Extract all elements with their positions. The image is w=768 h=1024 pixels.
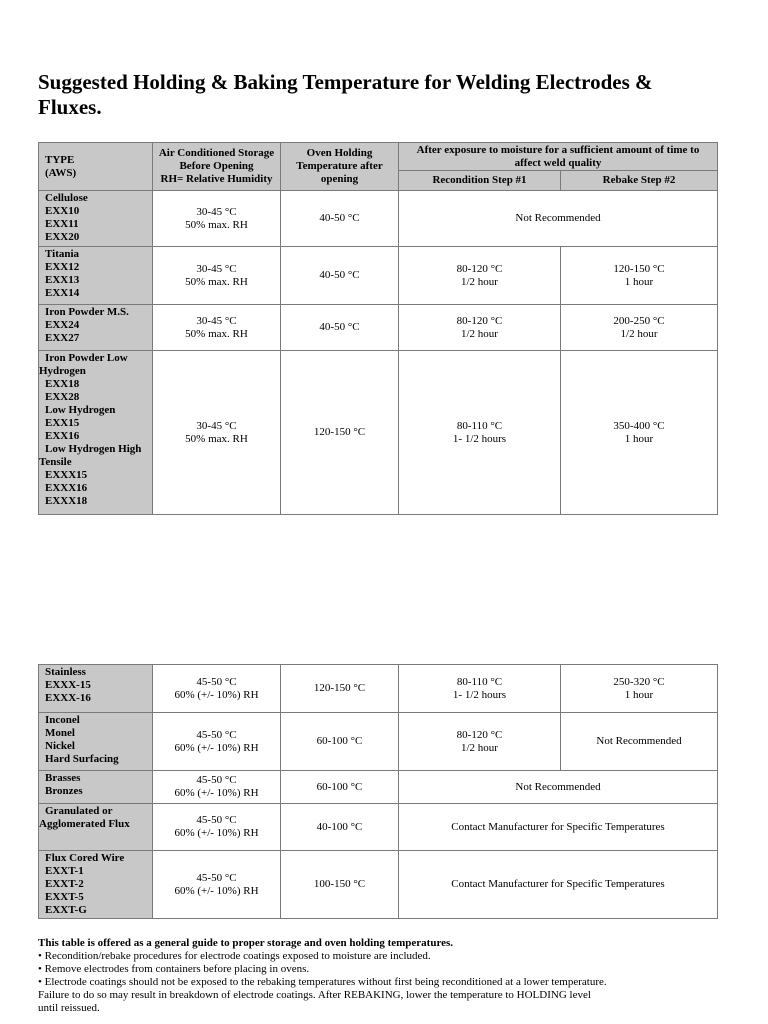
- cell-recondition-rebake: Contact Manufacturer for Specific Temperatures: [399, 804, 718, 851]
- header-exposure: [399, 143, 718, 171]
- document-title: [38, 70, 738, 120]
- table-row: [39, 851, 718, 919]
- recondition-line: 1/2 hour: [461, 741, 498, 754]
- type-line: EXX24: [45, 319, 80, 331]
- type-line: Low Hydrogen High: [45, 443, 142, 455]
- note-line: • Remove electrodes from containers before placing in ovens.: [38, 963, 310, 975]
- recondition-line: 1- 1/2 hours: [452, 432, 507, 445]
- header-storage-line: Before Opening: [179, 160, 254, 172]
- cell-type: [39, 771, 153, 804]
- title-line-2: Fluxes.: [38, 95, 102, 119]
- table-row: [39, 191, 718, 247]
- type-lines: [39, 851, 152, 918]
- table-row: [39, 247, 718, 305]
- type-lines: [39, 665, 152, 706]
- temperature-table-1: [38, 142, 718, 515]
- table-row: [39, 305, 718, 351]
- header-recondition: Recondition Step #1: [399, 171, 561, 191]
- cell-type: [39, 305, 153, 351]
- recondition-line: 80-120 °C: [456, 314, 503, 327]
- cell-recondition: [399, 305, 561, 351]
- type-line: Bronzes: [45, 785, 83, 797]
- type-line: Hard Surfacing: [45, 753, 119, 765]
- type-lines: [39, 191, 152, 245]
- type-line: EXX11: [45, 218, 79, 230]
- cell-type: [39, 665, 153, 713]
- type-line: EXXX18: [45, 495, 88, 507]
- recondition-line: 80-120 °C: [456, 262, 503, 275]
- cell-oven: 60-100 °C: [281, 771, 399, 804]
- recondition-line: 80-120 °C: [456, 728, 503, 741]
- storage-line: 45-50 °C: [196, 675, 237, 688]
- rebake-line: 1 hour: [624, 432, 654, 445]
- type-line: EXX20: [45, 231, 80, 243]
- table-row: [39, 804, 718, 851]
- cell-type: [39, 804, 153, 851]
- type-line: Monel: [45, 727, 75, 739]
- type-line: EXXT-1: [45, 865, 84, 877]
- cell-storage: [153, 851, 281, 919]
- header-type-line: (AWS): [45, 166, 77, 179]
- cell-storage: [153, 351, 281, 515]
- header-exposure-line: After exposure to moisture for a sufficient amount of time to: [416, 143, 700, 156]
- type-lines: [39, 713, 152, 767]
- recondition-line: 1/2 hour: [461, 275, 498, 288]
- cell-rebake: [561, 713, 718, 771]
- type-lines: [39, 351, 152, 509]
- type-line: Hydrogen: [39, 365, 86, 377]
- recondition-line: 80-110 °C: [456, 419, 503, 432]
- type-lines: [39, 771, 152, 799]
- cell-storage: [153, 191, 281, 247]
- cell-type: [39, 351, 153, 515]
- type-line: Brasses: [45, 772, 81, 784]
- storage-line: 45-50 °C: [196, 728, 237, 741]
- notes-heading: This table is offered as a general guide to proper storage and oven holding temperatures.: [38, 937, 454, 949]
- temperature-table-2: [38, 664, 718, 919]
- storage-line: 30-45 °C: [196, 314, 237, 327]
- type-line: EXXT-G: [45, 904, 87, 916]
- cell-recondition: [399, 351, 561, 515]
- header-exposure-line: affect weld quality: [514, 156, 602, 169]
- storage-line: 50% max. RH: [185, 327, 248, 340]
- type-line: EXXT-5: [45, 891, 84, 903]
- type-line: Agglomerated Flux: [39, 818, 130, 830]
- type-line: EXXX-15: [45, 679, 91, 691]
- storage-line: 30-45 °C: [196, 262, 237, 275]
- note-line: until reissued.: [38, 1002, 100, 1014]
- header-storage-line: RH= Relative Humidity: [160, 173, 273, 185]
- header-type-line: TYPE: [45, 153, 75, 166]
- rebake-line: Not Recommended: [596, 735, 682, 747]
- cell-oven: 120-150 °C: [281, 665, 399, 713]
- title-line-1: Suggested Holding & Baking Temperature for Welding Electrodes &: [38, 70, 653, 94]
- storage-line: 50% max. RH: [185, 432, 248, 445]
- storage-line: 45-50 °C: [196, 871, 237, 884]
- storage-line: 45-50 °C: [196, 774, 237, 786]
- cell-recondition: [399, 247, 561, 305]
- type-line: Granulated or: [45, 805, 113, 817]
- type-line: Nickel: [45, 740, 75, 752]
- cell-rebake: [561, 665, 718, 713]
- cell-oven: 40-100 °C: [281, 804, 399, 851]
- header-type: [39, 143, 153, 191]
- type-line: Tensile: [39, 456, 72, 468]
- type-line: Iron Powder M.S.: [45, 306, 129, 318]
- cell-recondition: [399, 665, 561, 713]
- storage-line: 60% (+/- 10%) RH: [174, 884, 259, 897]
- storage-line: 60% (+/- 10%) RH: [174, 688, 259, 701]
- notes-section: [38, 937, 743, 1015]
- type-line: EXX10: [45, 205, 80, 217]
- rebake-line: 1 hour: [624, 275, 654, 288]
- rebake-line: 250-320 °C: [613, 675, 665, 688]
- cell-oven: 40-50 °C: [281, 191, 399, 247]
- storage-line: 60% (+/- 10%) RH: [174, 827, 259, 839]
- type-line: EXX12: [45, 261, 80, 273]
- type-line: EXXX15: [45, 469, 88, 481]
- cell-oven: 40-50 °C: [281, 305, 399, 351]
- type-line: Iron Powder Low: [45, 352, 128, 364]
- type-line: EXX15: [45, 417, 80, 429]
- cell-storage: [153, 713, 281, 771]
- storage-line: 50% max. RH: [185, 218, 248, 231]
- type-lines: [39, 247, 152, 301]
- rebake-line: 1/2 hour: [620, 327, 658, 340]
- cell-rebake: [561, 305, 718, 351]
- recondition-line: 80-110 °C: [456, 675, 503, 688]
- type-line: EXXX16: [45, 482, 88, 494]
- cell-recondition-rebake: Not Recommended: [399, 771, 718, 804]
- cell-recondition-rebake: Not Recommended: [399, 191, 718, 247]
- rebake-line: 200-250 °C: [613, 314, 665, 327]
- type-line: EXXT-2: [45, 878, 84, 890]
- type-line: Stainless: [45, 666, 86, 678]
- type-line: EXX18: [45, 378, 80, 390]
- type-line: Inconel: [45, 714, 80, 726]
- cell-type: [39, 247, 153, 305]
- storage-line: 60% (+/- 10%) RH: [174, 741, 259, 754]
- type-line: Cellulose: [45, 192, 88, 204]
- cell-type: [39, 191, 153, 247]
- recondition-line: 1- 1/2 hours: [452, 688, 507, 701]
- cell-storage: [153, 665, 281, 713]
- rebake-line: 350-400 °C: [613, 419, 665, 432]
- type-line: EXX27: [45, 332, 80, 344]
- storage-line: 50% max. RH: [185, 275, 248, 288]
- header-rebake: Rebake Step #2: [561, 171, 718, 191]
- type-line: EXX13: [45, 274, 80, 286]
- type-line: EXX16: [45, 430, 80, 442]
- table-row: [39, 771, 718, 804]
- table-row: [39, 351, 718, 515]
- cell-storage: [153, 247, 281, 305]
- type-line: EXXX-16: [45, 692, 91, 704]
- cell-oven: 120-150 °C: [281, 351, 399, 515]
- rebake-line: 1 hour: [624, 688, 654, 701]
- recondition-line: 1/2 hour: [461, 327, 498, 340]
- note-line: • Electrode coatings should not be exposed to the rebaking temperatures without first being reconditioned at a lower temperature.: [38, 976, 607, 988]
- type-line: Flux Cored Wire: [45, 852, 125, 864]
- cell-type: [39, 713, 153, 771]
- storage-line: 45-50 °C: [196, 814, 237, 826]
- type-lines: [39, 305, 152, 346]
- cell-storage: [153, 804, 281, 851]
- storage-line: 30-45 °C: [196, 419, 237, 432]
- cell-type: [39, 851, 153, 919]
- cell-storage: [153, 771, 281, 804]
- note-line: Failure to do so may result in breakdown of electrode coatings. After REBAKING, lower the temperature to HOLDING level: [38, 989, 591, 1001]
- cell-rebake: [561, 247, 718, 305]
- rebake-line: 120-150 °C: [613, 262, 665, 275]
- cell-recondition-rebake: Contact Manufacturer for Specific Temperatures: [399, 851, 718, 919]
- type-lines: [39, 804, 152, 832]
- type-line: Low Hydrogen: [45, 404, 116, 416]
- cell-recondition: [399, 713, 561, 771]
- storage-line: 60% (+/- 10%) RH: [174, 787, 259, 799]
- cell-oven: 60-100 °C: [281, 713, 399, 771]
- header-storage: [153, 143, 281, 191]
- table-row: [39, 665, 718, 713]
- cell-oven: 40-50 °C: [281, 247, 399, 305]
- type-line: EXX28: [45, 391, 80, 403]
- cell-rebake: [561, 351, 718, 515]
- note-line: • Recondition/rebake procedures for electrode coatings exposed to moisture are included.: [38, 950, 431, 962]
- cell-oven: 100-150 °C: [281, 851, 399, 919]
- table-row: [39, 713, 718, 771]
- header-oven-line: opening: [320, 173, 359, 185]
- type-line: Titania: [45, 248, 80, 260]
- type-line: EXX14: [45, 287, 80, 299]
- cell-storage: [153, 305, 281, 351]
- header-oven-line: Temperature after: [296, 160, 383, 172]
- storage-line: 30-45 °C: [196, 205, 237, 218]
- header-oven-line: Oven Holding: [306, 147, 373, 159]
- header-oven: [281, 143, 399, 191]
- header-storage-line: Air Conditioned Storage: [158, 147, 275, 159]
